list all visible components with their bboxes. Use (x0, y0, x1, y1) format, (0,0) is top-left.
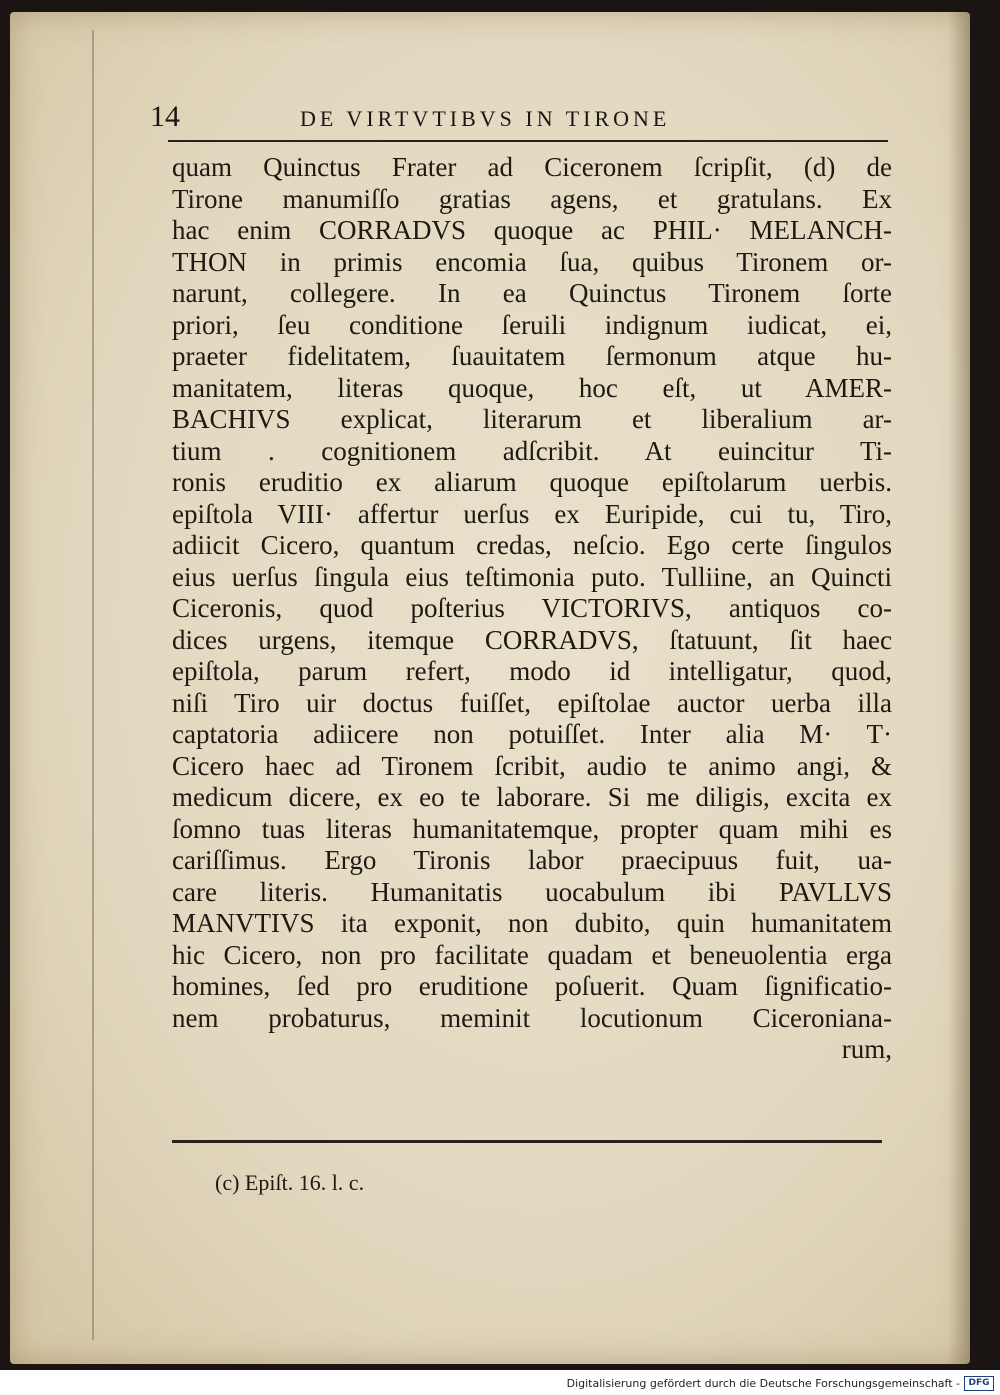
catchword: rum, (841, 1034, 892, 1064)
text-line: manitatem, literas quoque, hoc eſt, ut AMER- (172, 372, 892, 403)
text-line: priori, ſeu conditione ſeruili indignum iudicat, ei, (172, 309, 892, 340)
page-edge-shadow (948, 12, 970, 1364)
text-line: MANVTIVS ita exponit, non dubito, quin humanitatem (172, 908, 892, 938)
text-line: tium . cognitionem adſcribit. At euincitur Ti- (172, 435, 892, 466)
header-rule (168, 140, 888, 142)
text-line: adiicit Cicero, quantum credas, neſcio. Ego certe ſingulos (172, 530, 892, 560)
text-line: cariſſimus. Ergo Tironis labor praecipuus fuit, ua- (172, 845, 892, 875)
running-title: DE VIRTVTIBVS IN TIRONE (300, 106, 671, 131)
funding-notice: Digitalisierung gefördert durch die Deutsche Forschungsgemeinschaft - (566, 1377, 960, 1390)
text-line: epiſtola, parum refert, modo id intelligatur, quod, (172, 656, 892, 686)
text-line: hic Cicero, non pro facilitate quadam et beneuolentia erga (172, 939, 892, 970)
text-line: THON in primis encomia ſua, quibus Tironem or- (172, 246, 892, 277)
text-line: homines, ſed pro eruditione poſuerit. Quam ſignificatio- (172, 971, 892, 1001)
text-line: Cicero haec ad Tironem ſcribit, audio te animo angi, & (172, 750, 892, 781)
text-line: niſi Tiro uir doctus fuiſſet, epiſtolae auctor uerba illa (172, 687, 892, 718)
text-line: captatoria adiicere non potuiſſet. Inter alia M· T· (172, 719, 892, 749)
text-line: medicum dicere, ex eo te laborare. Si me diligis, excita ex (172, 782, 892, 812)
text-line: care literis. Humanitatis uocabulum ibi PAVLLVS (172, 876, 892, 907)
text-line: ronis eruditio ex aliarum quoque epiſtolarum uerbis. (172, 467, 892, 497)
body-text (172, 152, 892, 1066)
text-line: epiſtola VIII· affertur uerſus ex Euripide, cui tu, Tiro, (172, 498, 892, 529)
text-line: eius uerſus ſingula eius teſtimonia puto. Tulliine, an Quincti (172, 561, 892, 592)
footnote: (c) Epiſt. 16. l. c. (215, 1170, 365, 1195)
text-line: BACHIVS explicat, literarum et liberalium ar- (172, 404, 892, 434)
text-line: narunt, collegere. In ea Quinctus Tironem ſorte (172, 278, 892, 308)
text-line: nem probaturus, meminit locutionum Ciceroniana- (172, 1002, 892, 1033)
text-line: quam Quinctus Frater ad Ciceronem ſcripſit, (d) de (172, 152, 892, 182)
page-number: 14 (150, 100, 180, 133)
text-line: Tirone manumiſſo gratias agens, et gratulans. Ex (172, 183, 892, 214)
dfg-logo: DFG (964, 1376, 994, 1391)
text-line: Ciceronis, quod poſterius VICTORIVS, antiquos co- (172, 593, 892, 623)
text-line: dices urgens, itemque CORRADVS, ſtatuunt, ſit haec (172, 624, 892, 655)
binding-line (92, 30, 94, 1340)
text-line: hac enim CORRADVS quoque ac PHIL· MELANCH- (172, 215, 892, 245)
footnote-rule (172, 1140, 882, 1143)
digitization-footer (0, 1370, 1000, 1395)
text-line: ſomno tuas literas humanitatemque, propter quam mihi es (172, 813, 892, 844)
text-line: praeter fidelitatem, ſuauitatem ſermonum atque hu- (172, 341, 892, 371)
page-header (150, 100, 910, 140)
